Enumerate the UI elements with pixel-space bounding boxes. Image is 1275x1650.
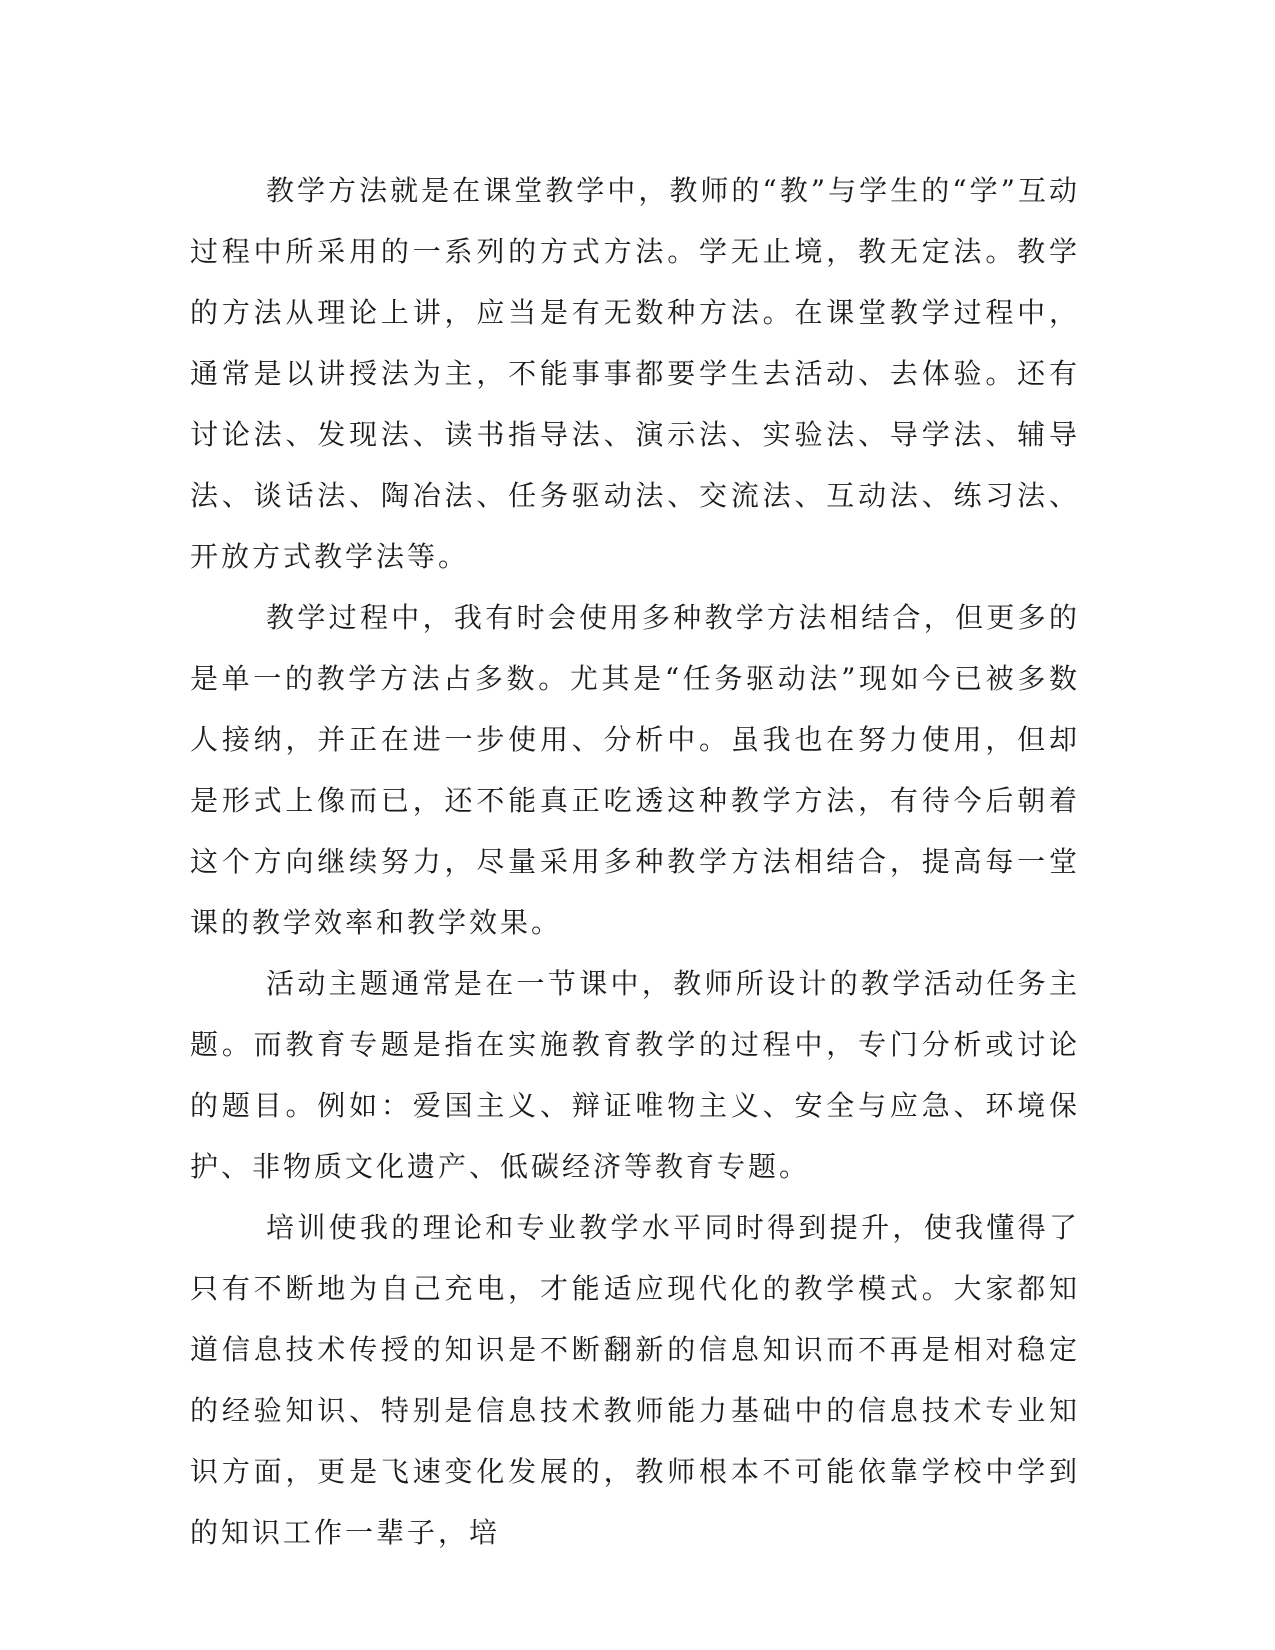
paragraph-teaching-process: 教学过程中，我有时会使用多种教学方法相结合，但更多的是单一的教学方法占多数。尤其是“任务驱动法”现如今已被多数人接纳，并正在进一步使用、分析中。虽我也在努力使用，但却是形式上像而已，还不能真正吃透这种教学方法，有待今后朝着这个方向继续努力，尽量采用多种教学方法相结合，提高每一堂课的教学效率和教学效果。	[190, 601, 1080, 939]
paragraph-training: 培训使我的理论和专业教学水平同时得到提升，使我懂得了只有不断地为自己充电，才能适应现代化的教学模式。大家都知道信息技术传授的知识是不断翻新的信息知识而不再是相对稳定的经验知识、特别是信息技术教师能力基础中的信息技术专业知识方面，更是飞速变化发展的，教师根本不可能依靠学校中学到的知识工作一辈子，培	[190, 1211, 1080, 1549]
paragraph-activity-themes: 活动主题通常是在一节课中，教师所设计的教学活动任务主题。而教育专题是指在实施教育教学的过程中，专门分析或讨论的题目。例如：爱国主义、辩证唯物主义、安全与应急、环境保护、非物质文化遗产、低碳经济等教育专题。	[190, 967, 1080, 1183]
document-body	[190, 160, 1080, 1563]
paragraph-teaching-methods: 教学方法就是在课堂教学中，教师的“教”与学生的“学”互动过程中所采用的一系列的方式方法。学无止境，教无定法。教学的方法从理论上讲，应当是有无数种方法。在课堂教学过程中，通常是以讲授法为主，不能事事都要学生去活动、去体验。还有讨论法、发现法、读书指导法、演示法、实验法、导学法、辅导法、谈话法、陶冶法、任务驱动法、交流法、互动法、练习法、开放方式教学法等。	[190, 174, 1080, 573]
